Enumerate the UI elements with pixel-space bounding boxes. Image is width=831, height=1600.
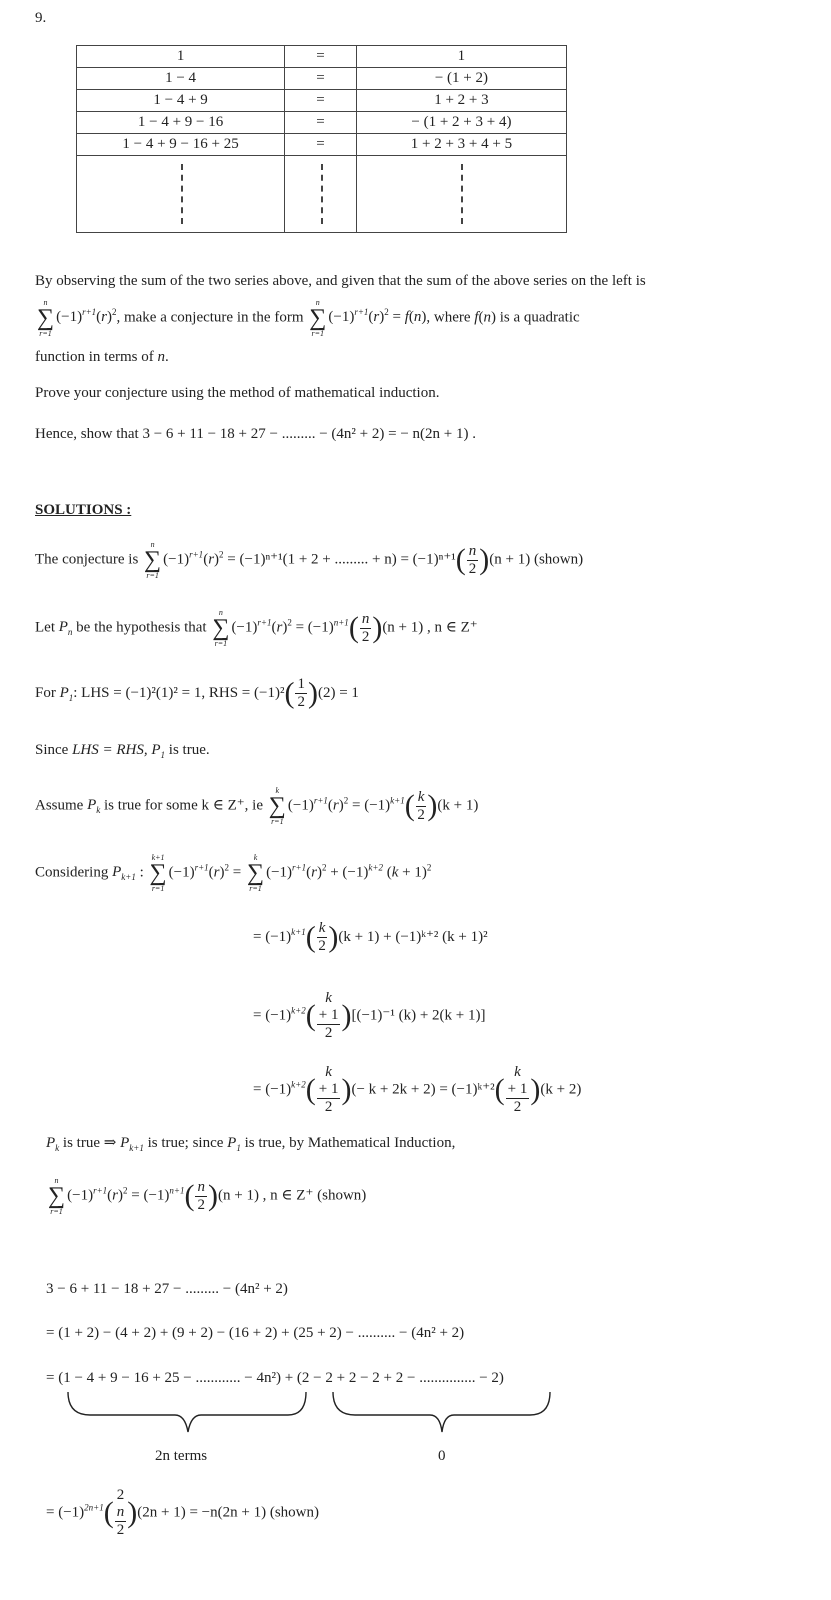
hence-line-3: = (1 − 4 + 9 − 16 + 25 − ............ − 4n²) + (2 − 2 + 2 − 2 + 2 − ............... − 2) bbox=[46, 1370, 504, 1386]
underbraces bbox=[60, 1390, 560, 1440]
series-table bbox=[76, 45, 567, 233]
table-cell-right: 1 + 2 + 3 + 4 + 5 bbox=[356, 134, 566, 156]
sigma-sum: k+1 ∑ r=1 bbox=[149, 853, 167, 893]
step-1: = $(-1)^{k+1}$( $\frac{k}{2}$ )(k + 1) + (−1)ᵏ⁺² (k + 1)² bbox=[253, 920, 488, 954]
table-cell-eq: = bbox=[285, 46, 357, 68]
table-cell-left: 1 − 4 + 9 − 16 bbox=[77, 112, 285, 134]
table-row bbox=[77, 46, 567, 68]
final-answer-line: = $(-1)^{2n+1}$( 2 n 2 )(2n + 1) = −n(2n + 1) (shown) bbox=[46, 1487, 319, 1538]
vertical-ellipsis-cell bbox=[285, 156, 357, 233]
table-cell-left: 1 − 4 + 9 − 16 + 25 bbox=[77, 134, 285, 156]
brace-left bbox=[68, 1392, 306, 1432]
solutions-heading: SOLUTIONS : bbox=[35, 502, 132, 518]
table-cell-eq: = bbox=[285, 134, 357, 156]
table-row-ellipsis bbox=[77, 156, 567, 233]
question-line-2: n ∑ r=1 $(-1)^{r+1}(r)^2$, make a conjecture in the form n ∑ r=1 $(-1)^{r+1}(r)^2 = f(n)$, where f(n) is a quadratic bbox=[37, 298, 580, 338]
hypothesis-line: Let $P_n$ be the hypothesis that n ∑ r=1 $(-1)^{r+1}(r)^2 = (-1)^{n+1}$( $\frac{n}{2}$ )(n + 1) , n ∈ Z⁺ bbox=[35, 608, 478, 648]
table-cell-right: 1 bbox=[356, 46, 566, 68]
table-cell-right: 1 + 2 + 3 bbox=[356, 90, 566, 112]
question-line-5: Hence, show that 3 − 6 + 11 − 18 + 27 − ......... − (4n² + 2) = − n(2n + 1) . bbox=[35, 426, 476, 442]
brace-right bbox=[333, 1392, 550, 1432]
table-cell-eq: = bbox=[285, 112, 357, 134]
table-row bbox=[77, 134, 567, 156]
final-result-line: n ∑ r=1 $(-1)^{r+1}(r)^2 = (-1)^{n+1}$( $\frac{n}{2}$ )(n + 1) , n ∈ Z⁺ (shown) bbox=[48, 1176, 367, 1216]
sigma-sum: n ∑ r=1 bbox=[144, 540, 162, 580]
sigma-sum: n ∑ r=1 bbox=[212, 608, 230, 648]
vertical-ellipsis-cell bbox=[356, 156, 566, 233]
vertical-ellipsis-cell bbox=[77, 156, 285, 233]
table-row bbox=[77, 68, 567, 90]
table-cell-right: − (1 + 2 + 3 + 4) bbox=[356, 112, 566, 134]
since-line: Since LHS = RHS, $P_1$ is true. bbox=[35, 742, 210, 760]
step-3: = $(-1)^{k+2}$( k + 1 2 )(− k + 2k + 2) = (−1)ᵏ⁺²( k + 1 2 )(k + 2) bbox=[253, 1064, 582, 1115]
inductive-step-line: Considering $P_{k+1}$ : k+1 ∑ r=1 $(-1)^{r+1}(r)^2$ = k ∑ r=1 $(-1)^{r+1}(r)^2 + (-1)^{k+2}$ $(k + 1)^2$ bbox=[35, 853, 432, 893]
table-row bbox=[77, 112, 567, 134]
sigma-sum: n ∑ r=1 bbox=[309, 298, 327, 338]
brace-label-terms: 2n terms bbox=[155, 1448, 208, 1464]
conjecture-line: The conjecture is n ∑ r=1 $(-1)^{r+1}(r)^2 = (-1)^{n+1}(1 + 2$ + ......... + n) = (−1)ⁿ⁺¹( $\frac{n}{2}$ )(n + 1) (shown) bbox=[35, 540, 584, 580]
vertical-dots bbox=[321, 164, 323, 224]
hence-line-1: 3 − 6 + 11 − 18 + 27 − ......... − (4n² + 2) bbox=[46, 1281, 288, 1297]
base-case-line: For $P_1$: LHS = (−1)²(1)² = 1, RHS = (−1)²( $\frac{1}{2}$ )(2) = 1 bbox=[35, 676, 359, 710]
question-line-4: Prove your conjecture using the method of mathematical induction. bbox=[35, 385, 440, 401]
table-cell-left: 1 − 4 bbox=[77, 68, 285, 90]
sigma-sum: k ∑ r=1 bbox=[268, 786, 286, 826]
table-cell-eq: = bbox=[285, 68, 357, 90]
sigma-sum: k ∑ r=1 bbox=[246, 853, 265, 893]
hence-line-2: = (1 + 2) − (4 + 2) + (9 + 2) − (16 + 2) + (25 + 2) − .......... − (4n² + 2) bbox=[46, 1325, 465, 1341]
question-line-3: function in terms of n. bbox=[35, 349, 169, 365]
sigma-sum: n ∑ r=1 bbox=[48, 1176, 66, 1216]
question-number: 9. bbox=[35, 10, 47, 26]
question-line-1: By observing the sum of the two series above, and given that the sum of the above series on the left is bbox=[35, 273, 646, 289]
vertical-dots bbox=[181, 164, 183, 224]
table-cell-left: 1 − 4 + 9 bbox=[77, 90, 285, 112]
vertical-dots bbox=[461, 164, 463, 224]
table-cell-right: − (1 + 2) bbox=[356, 68, 566, 90]
assumption-line: Assume $P_k$ is true for some k ∈ Z⁺, ie k ∑ r=1 $(-1)^{r+1}(r)^2 = (-1)^{k+1}$( $\frac{k}{2}$ )(k + 1) bbox=[35, 786, 479, 826]
table-row bbox=[77, 90, 567, 112]
table-cell-eq: = bbox=[285, 90, 357, 112]
step-2: = $(-1)^{k+2}$( k + 1 2 )[(−1)⁻¹ (k) + 2(k + 1)] bbox=[253, 990, 486, 1041]
conclusion-line: $P_k$ is true ⇒ $P_{k+1}$ is true; since $P_1$ is true, by Mathematical Induction, bbox=[46, 1135, 456, 1153]
table-cell-left: 1 bbox=[77, 46, 285, 68]
brace-label-zero: 0 bbox=[438, 1448, 446, 1464]
sigma-sum: n ∑ r=1 bbox=[37, 298, 55, 338]
